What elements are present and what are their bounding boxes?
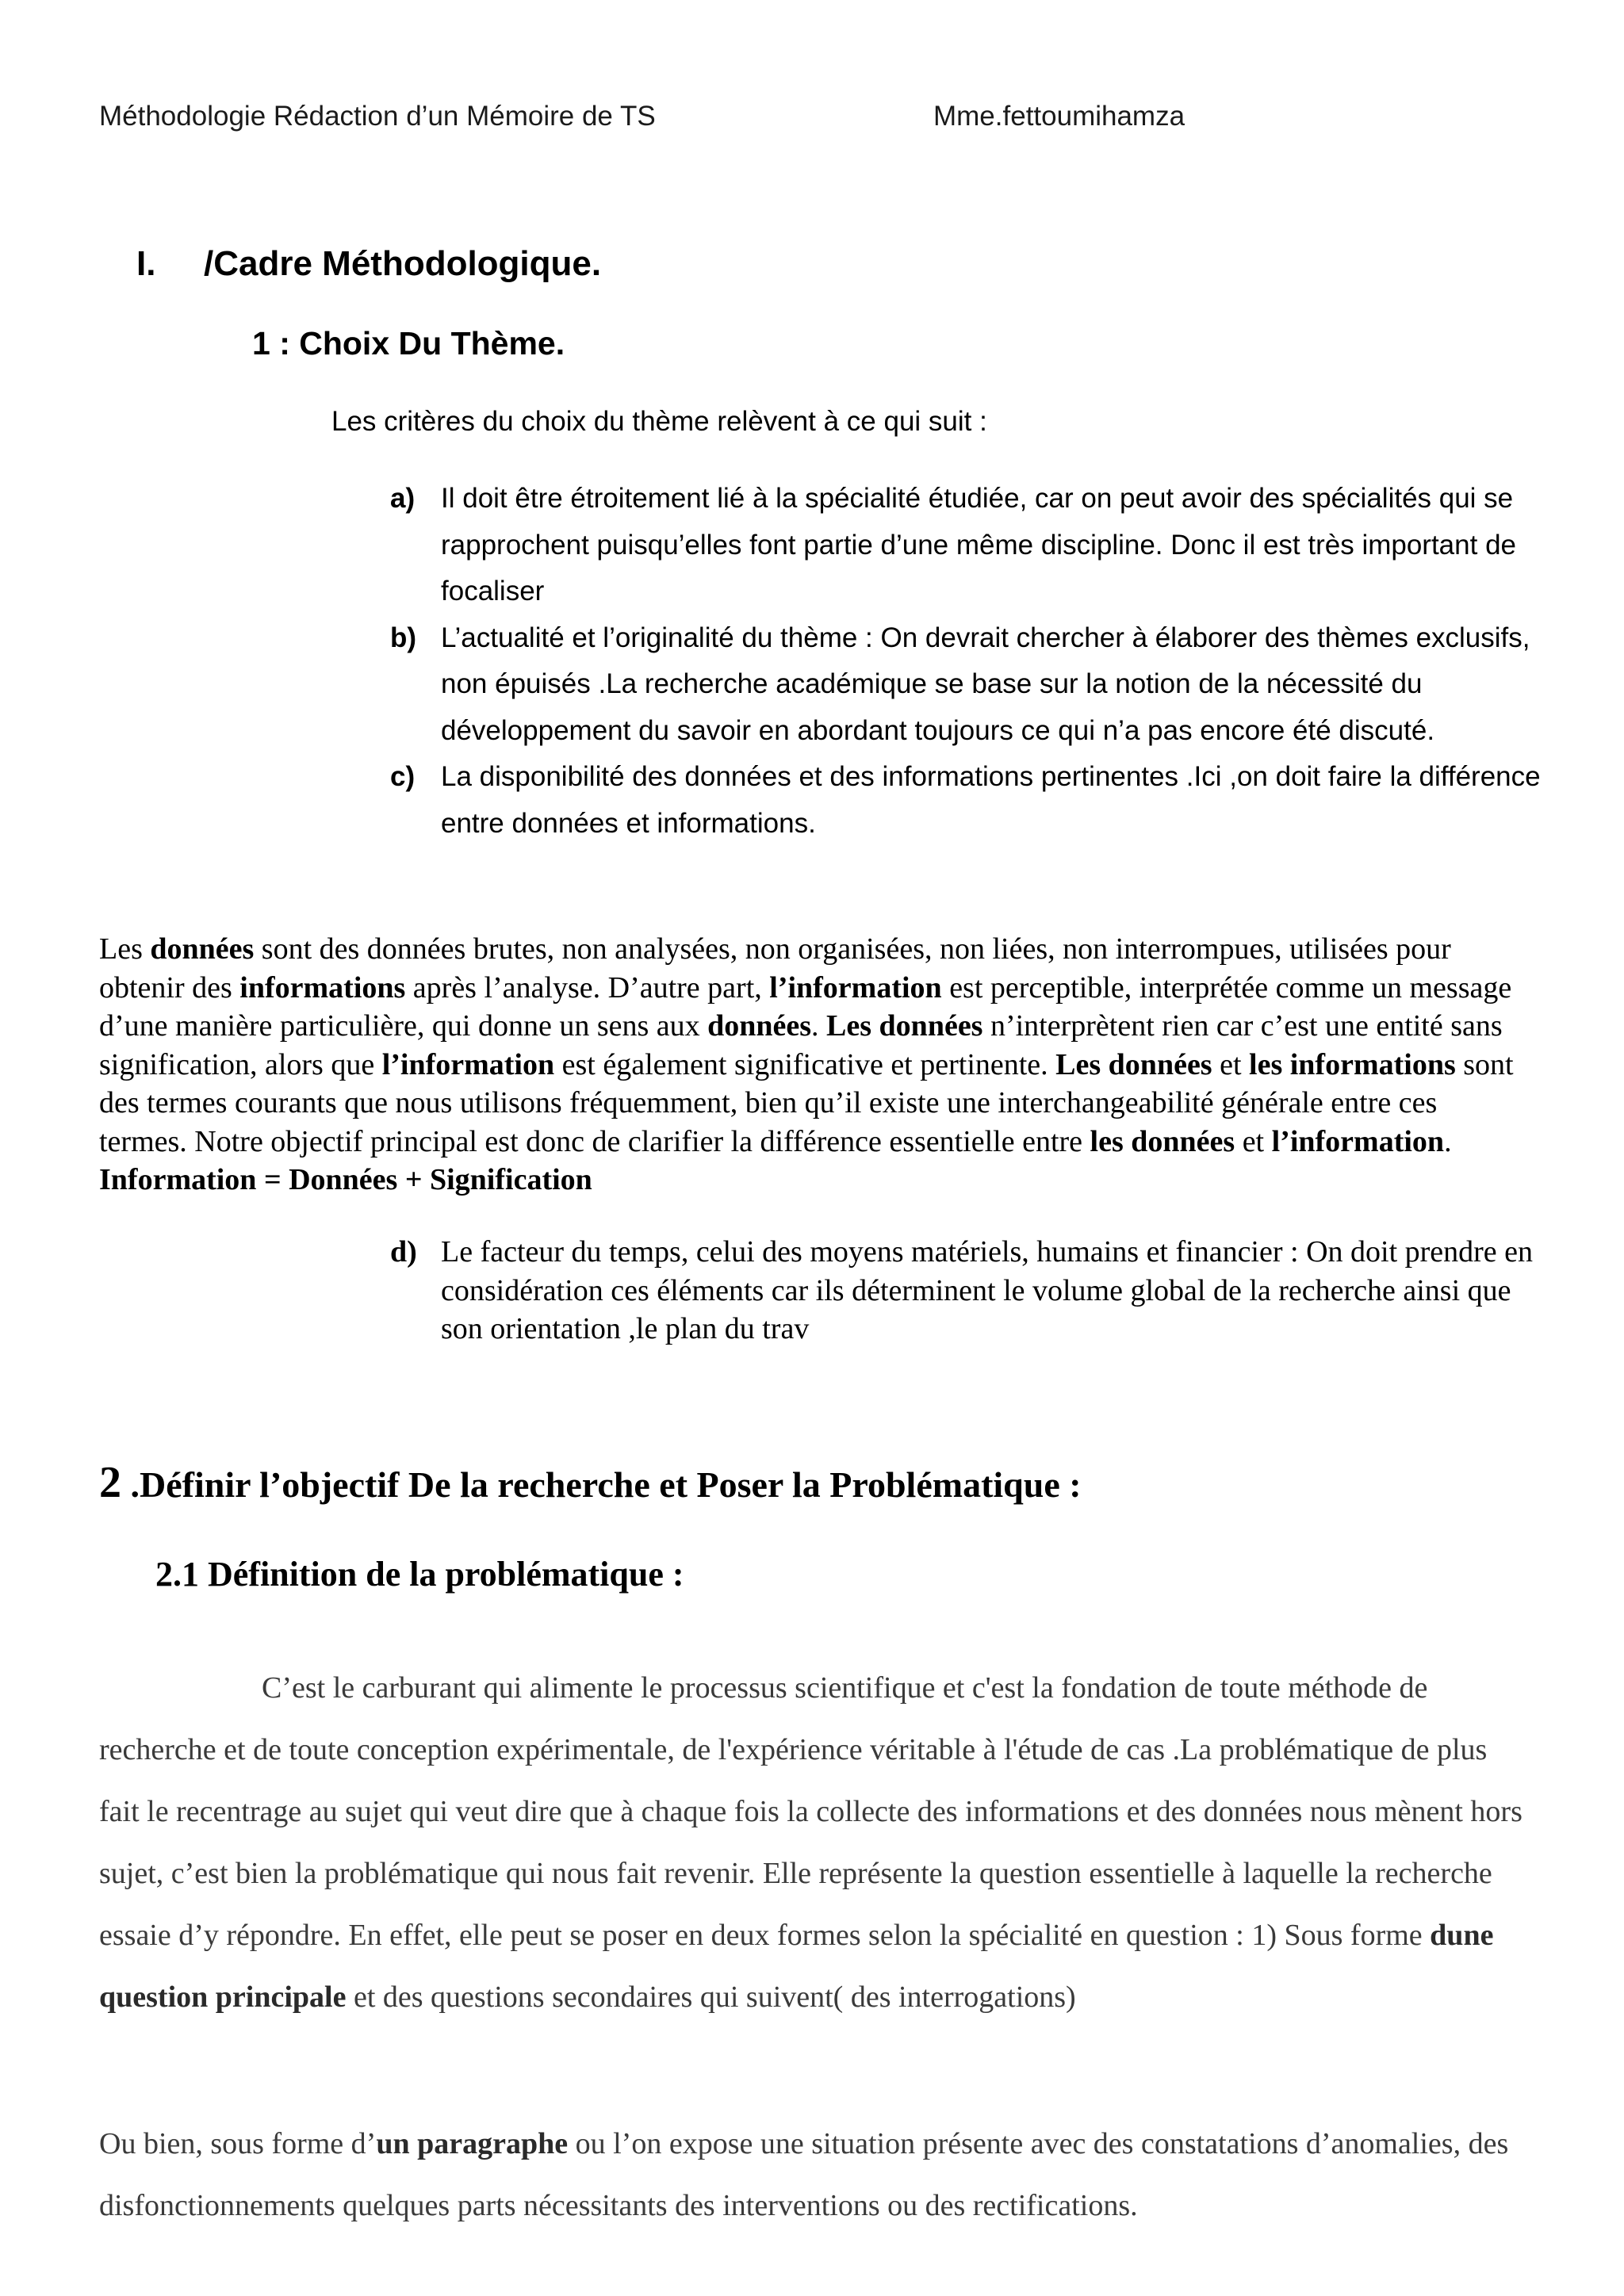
- list-item: [390, 754, 1564, 847]
- list-marker: d): [390, 1235, 417, 1269]
- list-item-text: Il doit être étroitement lié à la spécialité étudiée, car on peut avoir des spécialités qui se rapprochent puisqu’elles font partie d’une même discipline. Donc il est très important de focaliser: [441, 483, 1516, 607]
- list-marker: b): [390, 622, 417, 653]
- criteria-list-continued: [390, 1233, 1548, 1349]
- section-1-number: I.: [136, 244, 156, 283]
- problematique-paragraph: C’est le carburant qui alimente le processus scientifique et c'est la fondation de toute méthode de recherche et de toute conception expérimentale, de l'expérience véritable à l'étude de cas .La problématique de plus fait le recentrage au sujet qui veut dire que à chaque fois la collecte des informations et des données nous mènent hors sujet, c’est bien la problématique qui nous fait revenir. Elle représente la question essentielle à laquelle la recherche essaie d’y répondre. En effet, elle peut se poser en deux formes selon la spécialité en question : 1) Sous forme dune question principale et des questions secondaires qui suivent( des interrogations): [99, 1671, 1522, 2014]
- list-item-text: L’actualité et l’originalité du thème : On devrait chercher à élaborer des thèmes exclusifs, non épuisés .La recherche académique se base sur la notion de la nécessité du développement du savoir en abordant toujours ce qui n’a pas encore été discuté.: [441, 622, 1530, 746]
- formula-information: Information = Données + Signification: [99, 1163, 592, 1196]
- list-item: [390, 1233, 1548, 1349]
- section-2-title: .Définir l’objectif De la recherche et Poser la Problématique :: [121, 1464, 1082, 1505]
- section-1-title: /Cadre Méthodologique.: [204, 244, 602, 283]
- section-2-heading: [99, 1457, 1082, 1508]
- data-vs-information-paragraph: Les données sont des données brutes, non analysées, non organisées, non liées, non interrompues, utilisées pour obtenir des informations après l’analyse. D’autre part, l’information est perceptible, interprétée comme un message d’une manière particulière, qui donne un sens aux données. Les données n’interprètent rien car c’est une entité sans signification, alors que l’information est également significative et pertinente. Les données et les informations sont des termes courants que nous utilisons fréquemment, bien qu’il existe une interchangeabilité générale entre ces termes. Notre objectif principal est donc de clarifier la différence essentielle entre les données et l’information. Information = Données + Signification: [99, 932, 1514, 1196]
- section-1-heading: [136, 244, 601, 284]
- criteria-intro: Les critères du choix du thème relèvent à ce qui suit :: [331, 406, 987, 437]
- problematique-paragraph-2: Ou bien, sous forme d’un paragraphe ou l’on expose une situation présente avec des constatations d’anomalies, des disfonctionnements quelques parts nécessitants des interventions ou des rectifications.: [99, 2127, 1509, 2222]
- header-course-title: Méthodologie Rédaction d’un Mémoire de TS: [99, 101, 656, 132]
- criteria-list: [390, 476, 1564, 847]
- subsection-choix-du-theme: 1 : Choix Du Thème.: [252, 325, 565, 362]
- list-item: [390, 615, 1564, 755]
- subsection-definition-problematique: 2.1 Définition de la problématique :: [155, 1555, 684, 1594]
- list-marker: a): [390, 483, 416, 514]
- section-2-number: 2: [99, 1458, 121, 1507]
- list-item: [390, 476, 1564, 615]
- list-marker: c): [390, 761, 416, 792]
- header-author: Mme.fettoumihamza: [933, 101, 1185, 132]
- list-item-text: Le facteur du temps, celui des moyens matériels, humains et financier : On doit prendre en considération ces éléments car ils déterminent le volume global de la recherche ainsi que son orientation ,le plan du trav: [441, 1235, 1534, 1345]
- list-item-text: La disponibilité des données et des informations pertinentes .Ici ,on doit faire la différence entre données et informations.: [441, 761, 1541, 839]
